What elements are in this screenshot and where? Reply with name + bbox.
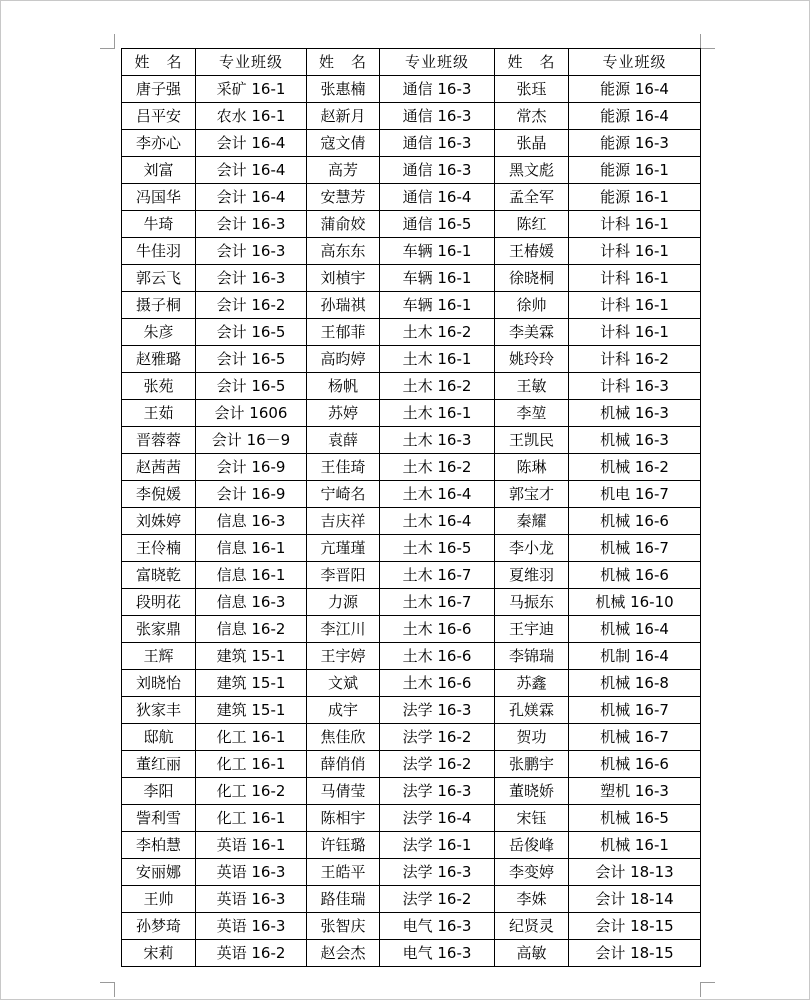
student-name-cell: 高芳 [307,157,380,184]
class-cell: 能源 16-3 [569,130,701,157]
class-cell: 化工 16-2 [196,778,307,805]
student-name-cell: 高昀婷 [307,346,380,373]
table-row [122,265,701,292]
student-name-cell: 张苑 [122,373,196,400]
class-cell: 英语 16-2 [196,940,307,967]
table-row [122,508,701,535]
table-row [122,238,701,265]
class-cell: 法学 16-3 [380,859,495,886]
table-row [122,643,701,670]
student-name-cell: 冯国华 [122,184,196,211]
header-name: 姓 名 [307,49,380,76]
class-cell: 会计 18-15 [569,940,701,967]
roster-body [122,76,701,967]
student-name-cell: 狄家丰 [122,697,196,724]
student-name-cell: 訾利雪 [122,805,196,832]
student-name-cell: 宋钰 [495,805,569,832]
student-name-cell: 王辉 [122,643,196,670]
table-row [122,859,701,886]
student-name-cell: 赵新月 [307,103,380,130]
student-name-cell: 王椿媛 [495,238,569,265]
header-class: 专业班级 [569,49,701,76]
table-row [122,130,701,157]
table-row [122,319,701,346]
class-cell: 土木 16-6 [380,643,495,670]
student-name-cell: 吕平安 [122,103,196,130]
class-cell: 会计 16-4 [196,130,307,157]
class-cell: 会计 18-14 [569,886,701,913]
class-cell: 会计 18-15 [569,913,701,940]
class-cell: 通信 16-3 [380,157,495,184]
student-name-cell: 寇文倩 [307,130,380,157]
student-name-cell: 张鹏宇 [495,751,569,778]
table-row [122,292,701,319]
class-cell: 机械 16-8 [569,670,701,697]
class-cell: 信息 16-3 [196,508,307,535]
margin-corner-bottom-left [100,982,115,997]
student-name-cell: 王郁菲 [307,319,380,346]
class-cell: 会计 16-4 [196,184,307,211]
table-row [122,913,701,940]
student-name-cell: 富晓乾 [122,562,196,589]
class-cell: 会计 16-2 [196,292,307,319]
student-name-cell: 邸航 [122,724,196,751]
student-name-cell: 岳俊峰 [495,832,569,859]
student-name-cell: 高敏 [495,940,569,967]
student-name-cell: 王宇迪 [495,616,569,643]
student-name-cell: 许钰璐 [307,832,380,859]
student-name-cell: 王伶楠 [122,535,196,562]
header-name: 姓 名 [495,49,569,76]
student-name-cell: 唐子强 [122,76,196,103]
student-name-cell: 赵茜茜 [122,454,196,481]
student-name-cell: 徐晓桐 [495,265,569,292]
class-cell: 土木 16-2 [380,373,495,400]
table-row [122,76,701,103]
class-cell: 英语 16-3 [196,913,307,940]
class-cell: 会计 16-4 [196,157,307,184]
student-name-cell: 段明花 [122,589,196,616]
class-cell: 土木 16-6 [380,616,495,643]
class-cell: 通信 16-4 [380,184,495,211]
table-row [122,184,701,211]
margin-corner-bottom-right [700,982,715,997]
class-cell: 会计 16-3 [196,211,307,238]
class-cell: 计科 16-1 [569,238,701,265]
student-name-cell: 高东东 [307,238,380,265]
table-row [122,670,701,697]
student-name-cell: 安丽娜 [122,859,196,886]
table-row [122,454,701,481]
student-name-cell: 焦佳欣 [307,724,380,751]
table-row [122,805,701,832]
student-name-cell: 郭宝才 [495,481,569,508]
class-cell: 法学 16-2 [380,751,495,778]
header-row [122,49,701,76]
margin-corner-top-right [700,34,715,49]
table-row [122,751,701,778]
student-name-cell: 李变婷 [495,859,569,886]
class-cell: 建筑 15-1 [196,643,307,670]
student-name-cell: 薛俏俏 [307,751,380,778]
class-cell: 机械 16-3 [569,427,701,454]
class-cell: 机械 16-6 [569,751,701,778]
class-cell: 农水 16-1 [196,103,307,130]
class-cell: 机械 16-2 [569,454,701,481]
student-name-cell: 王帅 [122,886,196,913]
class-cell: 能源 16-1 [569,157,701,184]
student-name-cell: 董红丽 [122,751,196,778]
class-cell: 建筑 15-1 [196,670,307,697]
student-name-cell: 文斌 [307,670,380,697]
student-name-cell: 赵会杰 [307,940,380,967]
class-cell: 土木 16-3 [380,427,495,454]
class-cell: 机械 16-10 [569,589,701,616]
class-cell: 机械 16-4 [569,616,701,643]
student-name-cell: 张智庆 [307,913,380,940]
student-name-cell: 秦耀 [495,508,569,535]
student-name-cell: 徐帅 [495,292,569,319]
student-name-cell: 安慧芳 [307,184,380,211]
student-name-cell: 吉庆祥 [307,508,380,535]
class-cell: 机械 16-6 [569,562,701,589]
student-name-cell: 郭云飞 [122,265,196,292]
class-cell: 能源 16-4 [569,103,701,130]
class-cell: 机械 16-6 [569,508,701,535]
student-name-cell: 纪贤灵 [495,913,569,940]
student-name-cell: 赵雅璐 [122,346,196,373]
class-cell: 土木 16-1 [380,346,495,373]
student-name-cell: 姚玲玲 [495,346,569,373]
table-row [122,346,701,373]
student-name-cell: 马倩莹 [307,778,380,805]
student-name-cell: 李晋阳 [307,562,380,589]
table-row [122,400,701,427]
student-name-cell: 孙梦琦 [122,913,196,940]
class-cell: 信息 16-3 [196,589,307,616]
class-cell: 能源 16-4 [569,76,701,103]
student-name-cell: 蒲俞姣 [307,211,380,238]
class-cell: 法学 16-3 [380,778,495,805]
class-cell: 电气 16-3 [380,940,495,967]
student-name-cell: 李堃 [495,400,569,427]
student-name-cell: 牛琦 [122,211,196,238]
class-cell: 塑机 16-3 [569,778,701,805]
student-name-cell: 朱彦 [122,319,196,346]
class-cell: 计科 16-1 [569,265,701,292]
table-row [122,157,701,184]
student-name-cell: 张惠楠 [307,76,380,103]
class-cell: 采矿 16-1 [196,76,307,103]
class-cell: 会计 16-9 [196,481,307,508]
class-cell: 土木 16-2 [380,319,495,346]
class-cell: 土木 16-4 [380,508,495,535]
class-cell: 车辆 16-1 [380,292,495,319]
class-cell: 会计 16－9 [196,427,307,454]
margin-corner-top-left [100,34,115,49]
student-name-cell: 常杰 [495,103,569,130]
class-cell: 土木 16-2 [380,454,495,481]
class-cell: 会计 18-13 [569,859,701,886]
class-cell: 英语 16-3 [196,859,307,886]
class-cell: 电气 16-3 [380,913,495,940]
class-cell: 法学 16-2 [380,724,495,751]
class-cell: 通信 16-3 [380,130,495,157]
table-row [122,697,701,724]
class-cell: 机械 16-1 [569,832,701,859]
table-row [122,427,701,454]
class-cell: 车辆 16-1 [380,238,495,265]
class-cell: 能源 16-1 [569,184,701,211]
student-name-cell: 王宇婷 [307,643,380,670]
class-cell: 英语 16-3 [196,886,307,913]
student-name-cell: 王佳琦 [307,454,380,481]
student-name-cell: 李倪媛 [122,481,196,508]
class-cell: 会计 16-5 [196,346,307,373]
class-cell: 化工 16-1 [196,724,307,751]
class-cell: 信息 16-2 [196,616,307,643]
student-name-cell: 李亦心 [122,130,196,157]
student-name-cell: 李锦瑞 [495,643,569,670]
student-name-cell: 王敏 [495,373,569,400]
class-cell: 会计 16-3 [196,238,307,265]
student-name-cell: 王茹 [122,400,196,427]
student-name-cell: 夏维羽 [495,562,569,589]
student-name-cell: 张晶 [495,130,569,157]
class-cell: 计科 16-1 [569,319,701,346]
class-cell: 机械 16-7 [569,535,701,562]
table-row [122,481,701,508]
class-cell: 法学 16-4 [380,805,495,832]
student-name-cell: 陈红 [495,211,569,238]
student-name-cell: 宋莉 [122,940,196,967]
class-cell: 信息 16-1 [196,562,307,589]
student-name-cell: 刘楨宇 [307,265,380,292]
class-cell: 机电 16-7 [569,481,701,508]
table-row [122,616,701,643]
student-name-cell: 苏婷 [307,400,380,427]
class-cell: 通信 16-3 [380,103,495,130]
student-name-cell: 陈相宇 [307,805,380,832]
class-cell: 机械 16-7 [569,724,701,751]
student-name-cell: 李小龙 [495,535,569,562]
table-row [122,778,701,805]
class-cell: 土木 16-4 [380,481,495,508]
class-cell: 法学 16-1 [380,832,495,859]
class-cell: 土木 16-5 [380,535,495,562]
class-cell: 化工 16-1 [196,751,307,778]
student-name-cell: 杨帆 [307,373,380,400]
student-name-cell: 董晓娇 [495,778,569,805]
class-cell: 土木 16-7 [380,589,495,616]
student-name-cell: 晋蓉蓉 [122,427,196,454]
student-name-cell: 路佳瑞 [307,886,380,913]
student-name-cell: 力源 [307,589,380,616]
table-row [122,103,701,130]
class-cell: 法学 16-3 [380,697,495,724]
table-row [122,589,701,616]
class-cell: 机制 16-4 [569,643,701,670]
class-cell: 建筑 15-1 [196,697,307,724]
student-name-cell: 刘富 [122,157,196,184]
student-name-cell: 陈琳 [495,454,569,481]
table-row [122,562,701,589]
student-name-cell: 李阳 [122,778,196,805]
class-cell: 会计 16-5 [196,373,307,400]
class-cell: 计科 16-3 [569,373,701,400]
class-cell: 计科 16-2 [569,346,701,373]
class-cell: 法学 16-2 [380,886,495,913]
table-row [122,724,701,751]
student-name-cell: 刘姝婷 [122,508,196,535]
class-cell: 车辆 16-1 [380,265,495,292]
student-name-cell: 王凯民 [495,427,569,454]
table-row [122,886,701,913]
student-name-cell: 黑文彪 [495,157,569,184]
student-name-cell: 张珏 [495,76,569,103]
class-cell: 信息 16-1 [196,535,307,562]
student-name-cell: 袁薛 [307,427,380,454]
student-name-cell: 宁崎名 [307,481,380,508]
table-row [122,373,701,400]
class-cell: 通信 16-5 [380,211,495,238]
class-cell: 机械 16-7 [569,697,701,724]
student-name-cell: 李柏慧 [122,832,196,859]
header-class: 专业班级 [380,49,495,76]
class-cell: 计科 16-1 [569,292,701,319]
student-name-cell: 成宇 [307,697,380,724]
student-name-cell: 孙瑞祺 [307,292,380,319]
student-name-cell: 李姝 [495,886,569,913]
class-cell: 化工 16-1 [196,805,307,832]
student-name-cell: 马振东 [495,589,569,616]
table-row [122,535,701,562]
student-name-cell: 李美霖 [495,319,569,346]
class-cell: 土木 16-6 [380,670,495,697]
header-name: 姓 名 [122,49,196,76]
class-cell: 通信 16-3 [380,76,495,103]
student-roster-table [121,48,701,967]
student-name-cell: 贺功 [495,724,569,751]
class-cell: 会计 1606 [196,400,307,427]
student-name-cell: 王皓平 [307,859,380,886]
class-cell: 英语 16-1 [196,832,307,859]
header-class: 专业班级 [196,49,307,76]
class-cell: 土木 16-1 [380,400,495,427]
student-name-cell: 孔媄霖 [495,697,569,724]
class-cell: 机械 16-5 [569,805,701,832]
class-cell: 会计 16-3 [196,265,307,292]
class-cell: 会计 16-9 [196,454,307,481]
student-name-cell: 苏鑫 [495,670,569,697]
student-name-cell: 刘晓怡 [122,670,196,697]
class-cell: 土木 16-7 [380,562,495,589]
table-row [122,211,701,238]
table-row [122,832,701,859]
class-cell: 机械 16-3 [569,400,701,427]
table-row [122,940,701,967]
student-name-cell: 亢瑾瑾 [307,535,380,562]
student-name-cell: 摄子桐 [122,292,196,319]
class-cell: 计科 16-1 [569,211,701,238]
student-name-cell: 牛佳羽 [122,238,196,265]
class-cell: 会计 16-5 [196,319,307,346]
student-name-cell: 李江川 [307,616,380,643]
student-name-cell: 张家鼎 [122,616,196,643]
student-name-cell: 孟全军 [495,184,569,211]
